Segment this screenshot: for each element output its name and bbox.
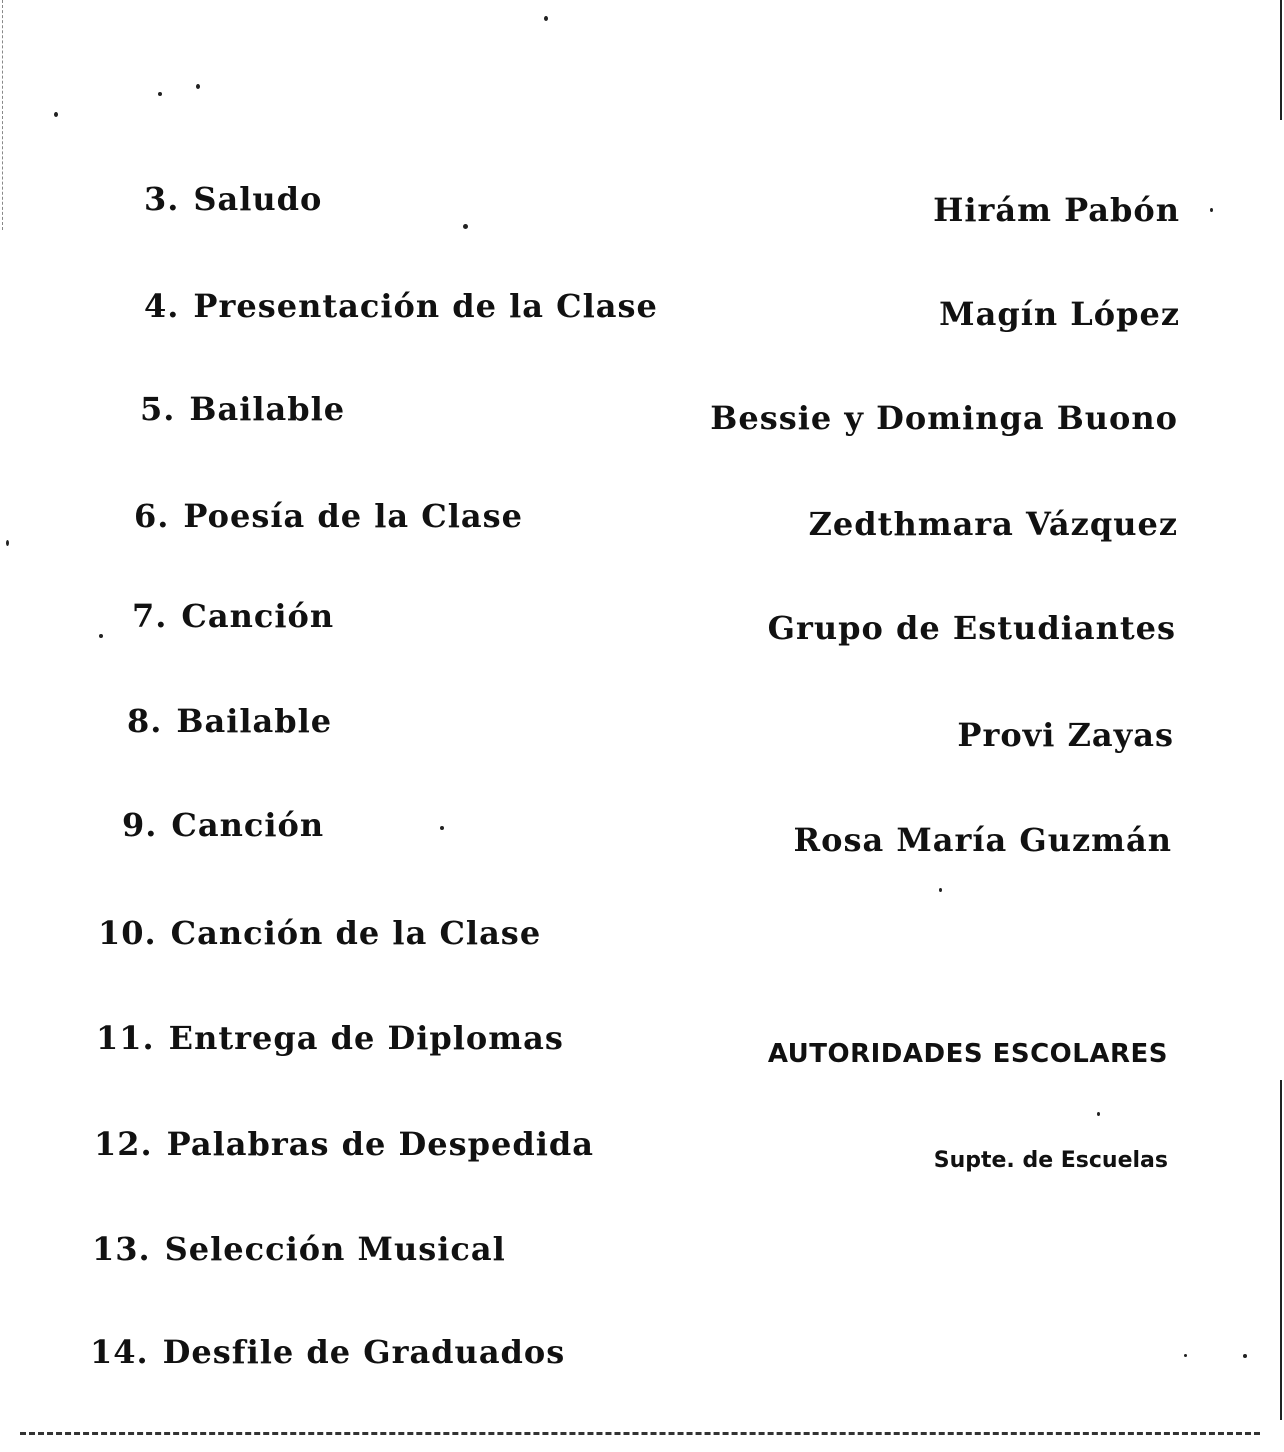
program-item bbox=[90, 1333, 566, 1371]
item-number: 14. bbox=[90, 1333, 149, 1371]
item-number: 3. bbox=[144, 180, 180, 218]
scan-edge-left bbox=[2, 0, 4, 230]
item-number: 6. bbox=[134, 497, 170, 535]
item-number: 9. bbox=[122, 806, 158, 844]
item-title: Desfile de Graduados bbox=[162, 1333, 566, 1371]
scan-speck bbox=[158, 92, 162, 96]
program-item bbox=[94, 1125, 594, 1163]
scan-speck bbox=[440, 826, 444, 830]
scan-edge-right-lower bbox=[1280, 1080, 1282, 1420]
item-number: 8. bbox=[127, 702, 163, 740]
scan-speck bbox=[99, 634, 103, 638]
program-item bbox=[144, 180, 323, 218]
program-item bbox=[92, 1230, 506, 1268]
item-number: 4. bbox=[144, 287, 180, 325]
authorities-heading: AUTORIDADES ESCOLARES bbox=[767, 1039, 1168, 1069]
scan-speck bbox=[544, 16, 548, 21]
item-title: Presentación de la Clase bbox=[193, 287, 658, 325]
program-item bbox=[96, 1019, 564, 1057]
item-number: 5. bbox=[140, 390, 176, 428]
item-title: Poesía de la Clase bbox=[183, 497, 523, 535]
item-title: Canción de la Clase bbox=[170, 914, 542, 952]
program-item bbox=[98, 914, 542, 952]
scan-speck bbox=[1184, 1354, 1187, 1357]
item-title: Palabras de Despedida bbox=[166, 1125, 594, 1163]
program-item bbox=[134, 497, 523, 535]
scan-speck bbox=[1210, 208, 1213, 212]
scan-speck bbox=[939, 888, 942, 892]
item-number: 11. bbox=[96, 1019, 155, 1057]
bottom-rule bbox=[20, 1432, 1260, 1435]
scan-speck bbox=[1243, 1354, 1247, 1358]
item-title: Canción bbox=[171, 806, 325, 844]
item-title: Bailable bbox=[176, 702, 333, 740]
scan-speck bbox=[196, 84, 200, 89]
item-title: Canción bbox=[181, 597, 335, 635]
performer-name: Hirám Pabón bbox=[933, 191, 1180, 229]
program-item bbox=[122, 806, 325, 844]
scan-speck bbox=[54, 112, 58, 117]
performer-name: Bessie y Dominga Buono bbox=[710, 399, 1178, 437]
scan-edge-right bbox=[1280, 0, 1282, 120]
performer-name: Grupo de Estudiantes bbox=[767, 609, 1176, 647]
scan-speck bbox=[6, 540, 9, 546]
item-title: Bailable bbox=[189, 390, 346, 428]
item-title: Entrega de Diplomas bbox=[168, 1019, 564, 1057]
item-number: 12. bbox=[94, 1125, 153, 1163]
program-item bbox=[132, 597, 335, 635]
item-number: 13. bbox=[92, 1230, 151, 1268]
performer-name: Magín López bbox=[939, 295, 1180, 333]
performer-name: Provi Zayas bbox=[957, 716, 1174, 754]
item-number: 7. bbox=[132, 597, 168, 635]
performer-name: Rosa María Guzmán bbox=[793, 821, 1172, 859]
performer-name: Zedthmara Vázquez bbox=[808, 505, 1178, 543]
authorities-subheading: Supte. de Escuelas bbox=[933, 1148, 1168, 1173]
program-item bbox=[127, 702, 333, 740]
item-title: Selección Musical bbox=[164, 1230, 506, 1268]
program-item bbox=[140, 390, 346, 428]
scan-speck bbox=[463, 224, 468, 229]
scan-speck bbox=[1097, 1112, 1100, 1116]
program-item bbox=[144, 287, 658, 325]
item-number: 10. bbox=[98, 914, 157, 952]
item-title: Saludo bbox=[193, 180, 323, 218]
